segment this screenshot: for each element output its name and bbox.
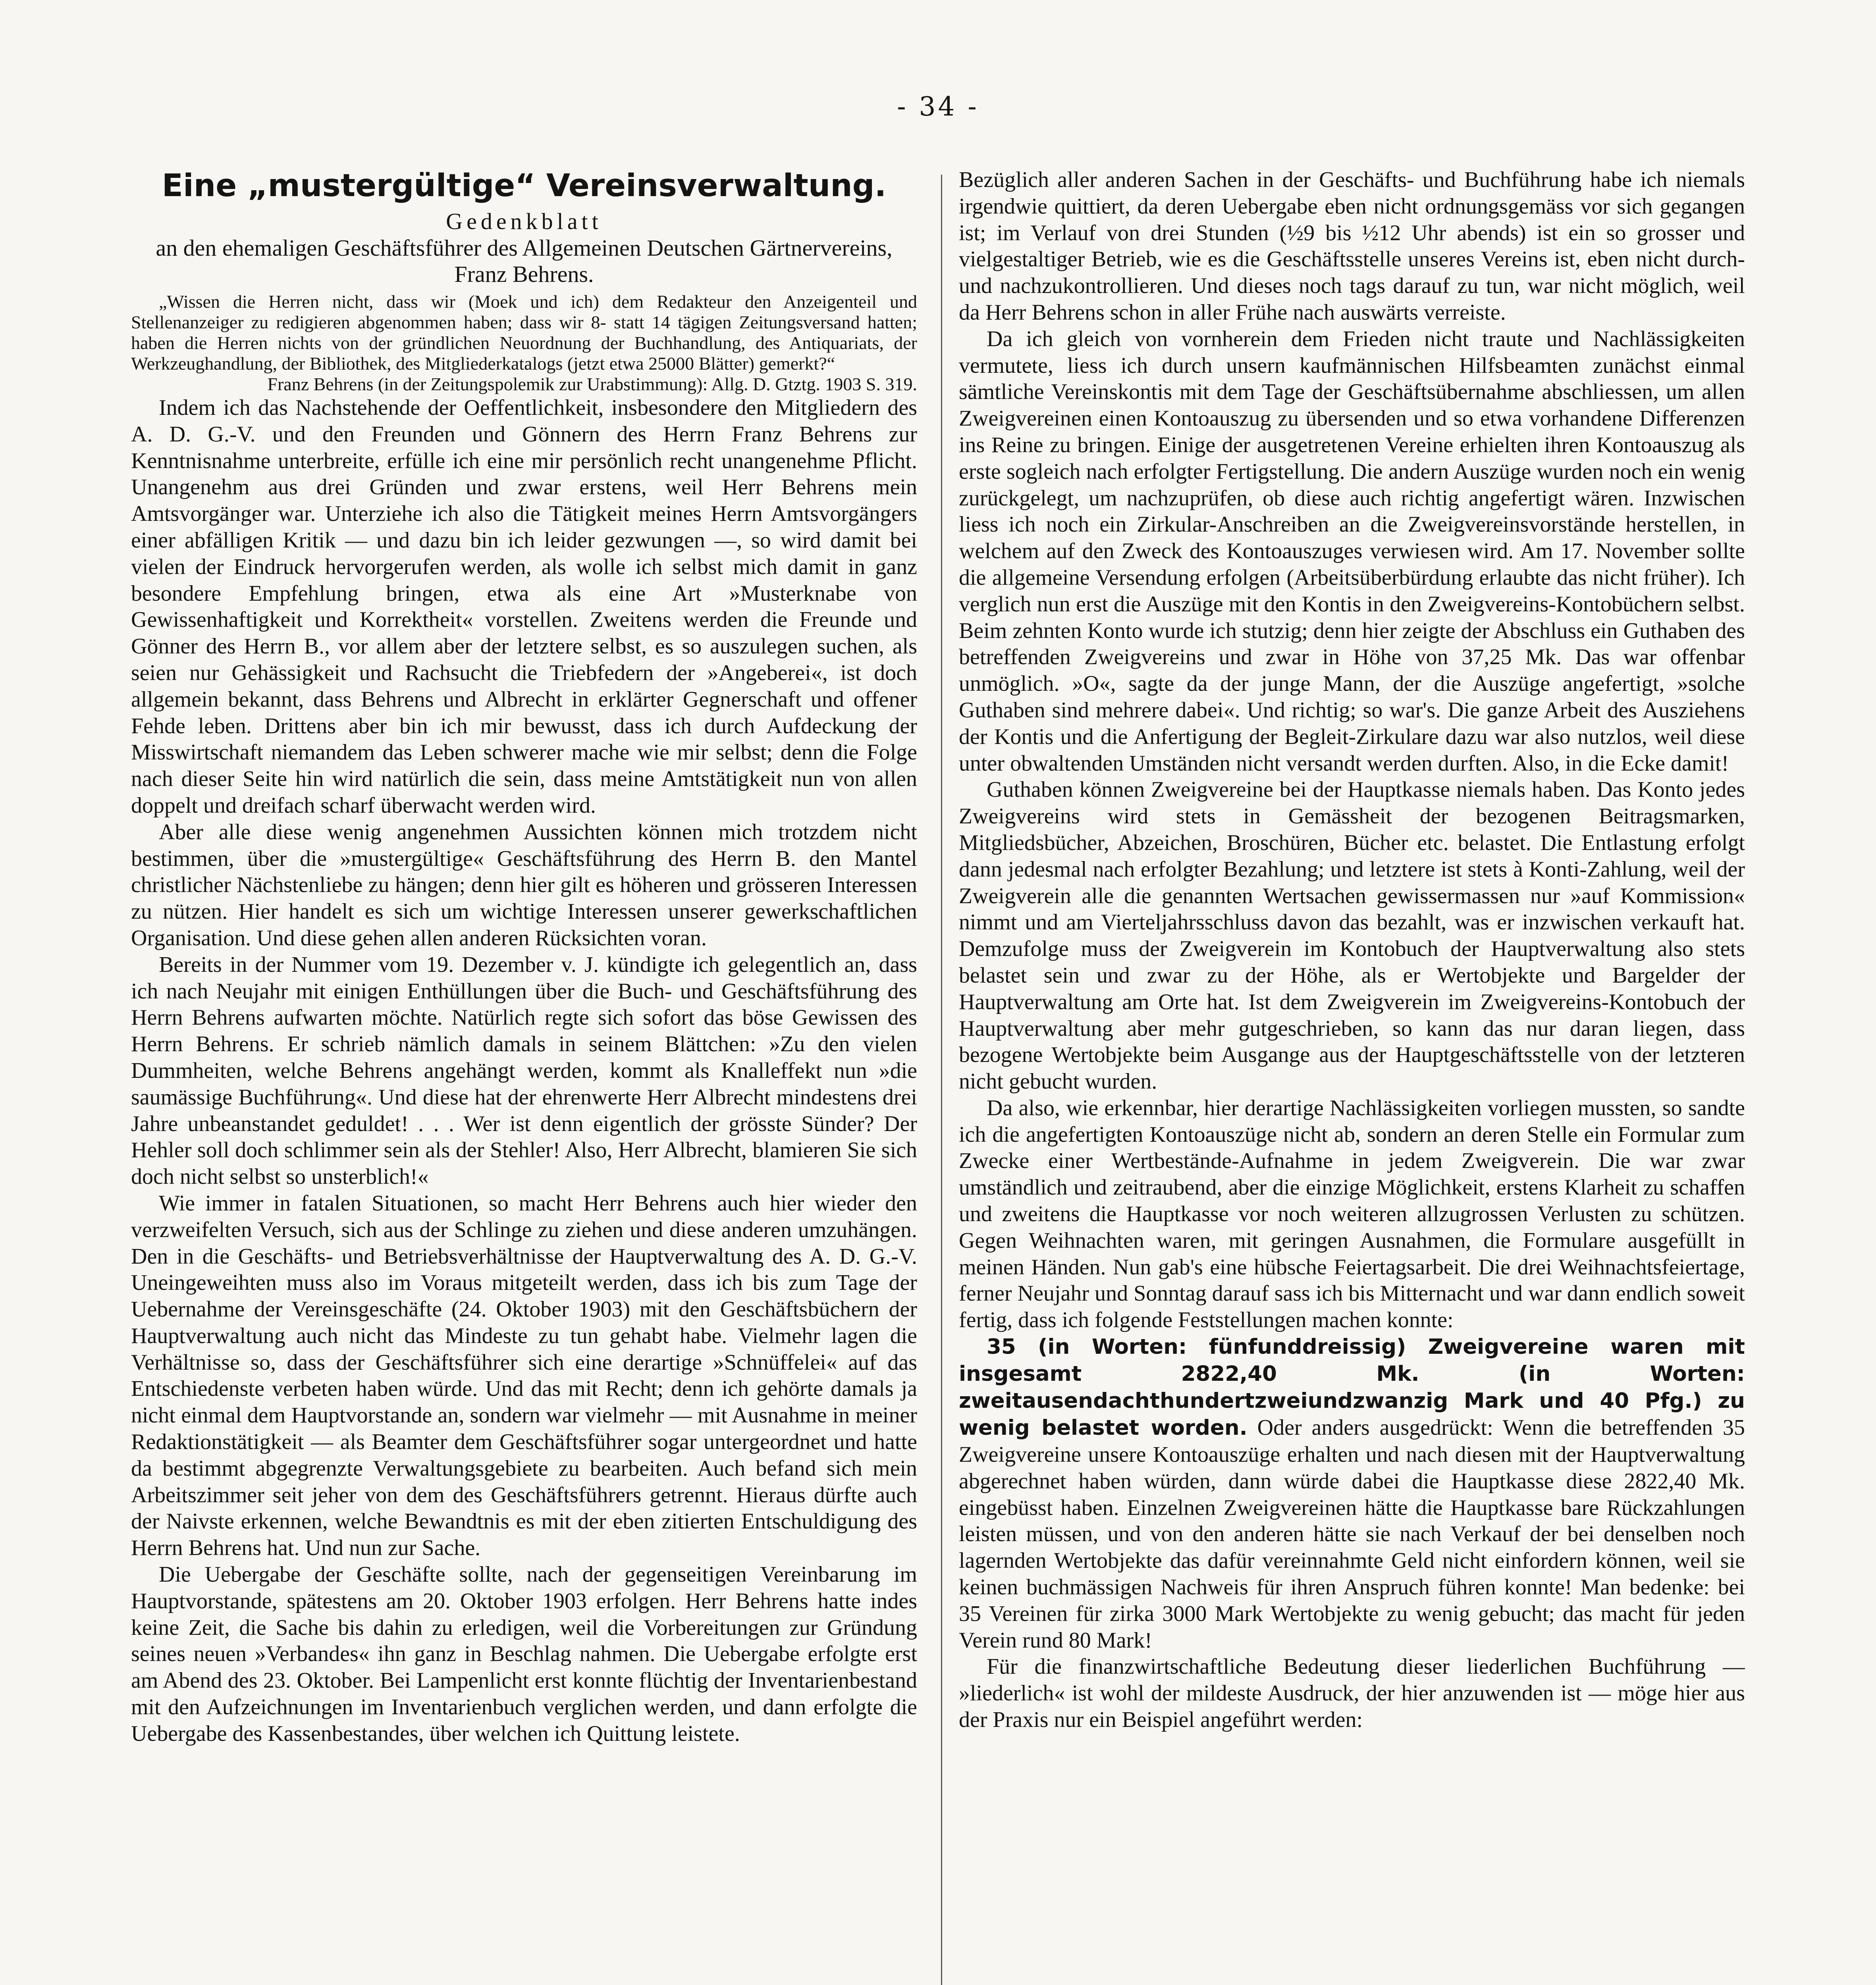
paragraph: Aber alle diese wenig angenehmen Aussichten können mich trotzdem nicht bestimmen, über die »mustergültige« Geschäftsführung des Herrn B. den Mantel christlicher Nächstenliebe zu hängen; denn hier gilt es höheren und grösseren Interessen zu nützen. Hier handelt es sich um wichtige Interessen unserer gewerkschaftlichen Organisation. Und diese gehen allen anderen Rücksichten voran. — [131, 819, 917, 950]
finding-followup: Oder anders ausgedrückt: Wenn die betreffenden 35 Zweigvereine unsere Kontoauszüge erhalten und nach diesen mit der Hauptverwaltung abgerechnet haben würden, dann würde dabei die Hauptkasse diese 2822,40 Mk. eingebüsst haben. Einzelnen Zweigvereinen hätte die Hauptkasse bare Rückzahlungen leisten müssen, und von den anderen hätte sie nach Verkauf der bei denselben noch lagernden Wertobjekte das dafür vereinnahmte Geld nicht einfordern können, weil sie keinen buchmässigen Nachweis für ihren Anspruch führen konnte! Man bedenke: bei 35 Vereinen für zirka 3000 Mark Wertobjekte zu wenig gebucht; das macht für jeden Verein rund 80 Mark! — [959, 1415, 1745, 1653]
epigraph-source: Franz Behrens (in der Zeitungspolemik zur Urabstimmung): Allg. D. Gtztg. 1903 S. 319. — [267, 374, 917, 394]
article-subtitle-head: Gedenkblatt — [446, 208, 602, 234]
paragraph: Da also, wie erkennbar, hier derartige Nachlässigkeiten vorliegen mussten, so sandte ich die angefertigten Kontoauszüge nicht ab, sondern an deren Stelle ein Formular zum Zwecke einer Wertbestände-Aufnahme in jedem Zweigverein. Die war zwar umständlich und zeitraubend, aber die einzige Möglichkeit, erstens Klarheit zu schaffen und zweitens die Hauptkasse vor noch weiteren allzugrossen Verlusten zu schützen. Gegen Weihnachten waren, mit geringen Ausnahmen, die Formulare ausgefüllt in meinen Händen. Nun gab's eine hübsche Feiertagsarbeit. Die drei Weihnachtsfeiertage, ferner Neujahr und Sonntag darauf sass ich bis Mitternacht und war dann endlich soweit fertig, dass ich folgende Feststellungen machen konnte: — [959, 1095, 1745, 1333]
column-divider — [941, 175, 942, 1985]
bold-finding: 35 (in Worten: fünfunddreissig) Zweigvereine waren mit insgesamt 2822,40 Mk. (in Worten: zweitausendachthundertzweiundzwanzig Mark und 40 Pfg.) zu wenig belastet worden. — [959, 1335, 1745, 1440]
epigraph-quote: „Wissen die Herren nicht, dass wir (Moek und ich) dem Redakteur den Anzeigenteil und Stellenanzeiger zu redigieren abgenommen haben; dass wir 8- statt 14 tägigen Zeitungsversand hatten; haben die Herren nichts von der gründlichen Neuordnung der Buchhandlung, des Antiquariats, der Werkzeughandlung, der Bibliothek, des Mitgliederkatalogs (jetzt etwa 25000 Blätter) gemerkt?“ — [131, 291, 917, 374]
article-title: Eine „mustergültige“ Vereinsverwaltung. — [162, 168, 887, 204]
paragraph: Für die finanzwirtschaftliche Bedeutung dieser liederlichen Buchführung — »liederlich« ist wohl der mildeste Ausdruck, der hier anzuwenden ist — möge hier aus der Praxis nur ein Beispiel angeführt werden: — [959, 1654, 1745, 1733]
paragraph: Bezüglich aller anderen Sachen in der Geschäfts- und Buchführung habe ich niemals irgendwie quittiert, da deren Uebergabe eben nicht ordnungsgemäss vor sich gegangen ist; im Verlauf von drei Stunden (½9 bis ½12 Uhr abends) ist ein so grosser und vielgestaltiger Betrieb, wie es die Geschäftsstelle unseres Vereins ist, eben nicht durch- und nachzukontrollieren. Und dieses noch tags darauf zu tun, war nicht möglich, weil da Herr Behrens schon in aller Frühe nach auswärts verreiste. — [959, 168, 1745, 325]
left-column — [131, 167, 917, 1985]
article-subtitle: an den ehemaligen Geschäftsführer des Allgemeinen Deutschen Gärtnervereins, Franz Behrens. — [156, 235, 893, 287]
paragraph: Wie immer in fatalen Situationen, so macht Herr Behrens auch hier wieder den verzweifelten Versuch, sich aus der Schlinge zu ziehen und diese anderen umzuhängen. Den in die Geschäfts- und Betriebsverhältnisse der Hauptverwaltung des A. D. G.-V. Uneingeweihten muss also im Voraus mitgeteilt werden, dass ich bis zum Tage der Uebernahme der Vereinsgeschäfte (24. Oktober 1903) mit den Geschäftsbüchern der Hauptverwaltung auch nicht das Mindeste zu tun gehabt habe. Vielmehr lagen die Verhältnisse so, dass der Geschäftsführer sich eine derartige »Schnüffelei« auf das Entschiedenste verbeten haben würde. Und das mit Recht; denn ich gehörte damals ja nicht einmal dem Hauptvorstande an, sondern war vielmehr — mit Ausnahme in meiner Redaktionstätigkeit — als Beamter dem Geschäftsführer sogar untergeordnet und hatte da bestimmt abgegrenzte Verwaltungsgebiete zu bearbeiten. Auch befand sich mein Arbeitszimmer seit jeher von dem des Geschäftsführers getrennt. Hieraus dürfte auch der Naivste erkennen, welche Bewandtnis es mit der eben zitierten Entschuldigung des Herrn Behrens hat. Und nun zur Sache. — [131, 1191, 917, 1561]
paragraph: Die Uebergabe der Geschäfte sollte, nach der gegenseitigen Vereinbarung im Hauptvorstande, spätestens am 20. Oktober 1903 erfolgen. Herr Behrens hatte indes keine Zeit, die Sache bis dahin zu erledigen, weil die Vorbereitungen zur Gründung seines neuen »Verbandes« ihn ganz in Beschlag nahmen. Die Uebergabe erfolgte erst am Abend des 23. Oktober. Bei Lampenlicht erst konnte flüchtig der Inventarienbestand mit den Aufzeichnungen im Inventarienbuch verglichen werden, und dann erfolgte die Uebergabe des Kassenbestandes, über welchen ich Quittung leistete. — [131, 1562, 917, 1746]
right-column — [959, 167, 1745, 1985]
findings-paragraph — [959, 1334, 1745, 1654]
paragraph: Da ich gleich von vornherein dem Frieden nicht traute und Nachlässigkeiten vermutete, liess ich durch unsern kaufmännischen Hilfsbeamten zunächst einmal sämtliche Vereinskontis mit dem Tage der Geschäftsübernahme abschliessen, um allen Zweigvereinen einen Kontoauszug zu übersenden und so etwa vorhandene Differenzen ins Reine zu bringen. Einige der ausgetretenen Vereine erhielten ihren Kontoauszug als erste sogleich nach erfolgter Fertigstellung. Die andern Auszüge wurden noch ein wenig zurückgelegt, um nachzuprüfen, ob diese auch richtig angefertigt wären. Inzwischen liess ich noch ein Zirkular-Anschreiben an die Zweigvereinsvorstände herstellen, in welchem auf den Zweck des Kontoauszuges verwiesen wird. Am 17. November sollte die allgemeine Versendung erfolgen (Arbeitsüberbürdung erlaubte das nicht früher). Ich verglich nun erst die Auszüge mit den Kontis in den Zweigvereins-Kontobüchern selbst. Beim zehnten Konto wurde ich stutzig; denn hier zeigte der Abschluss ein Guthaben des betreffenden Zweigvereins und zwar in Höhe von 37,25 Mk. Das war offenbar unmöglich. »O«, sagte da der junge Mann, der die Auszüge angefertigt, »solche Guthaben sind mehrere dabei«. Und richtig; so war's. Die ganze Arbeit des Ausziehens der Kontis und die Anfertigung der Begleit-Zirkulare dazu war also nutzlos, weil diese unter obwaltenden Umständen nicht versandt werden durften. Also, in die Ecke damit! — [959, 326, 1745, 776]
page-number: - 34 - — [897, 91, 979, 122]
paragraph: Bereits in der Nummer vom 19. Dezember v. J. kündigte ich gelegentlich an, dass ich nach Neujahr mit einigen Enthüllungen über die Buch- und Geschäftsführung des Herrn Behrens aufwarten möchte. Natürlich regte sich sofort das böse Gewissen des Herrn Behrens. Er schrieb nämlich damals in seinem Blättchen: »Zu den vielen Dummheiten, welche Behrens angehängt werden, kommt als Knalleffekt nun »die saumässige Buchführung«. Und diese hat der ehrenwerte Herr Albrecht mindestens drei Jahre unbeanstandet geduldet! . . . Wer ist denn eigentlich der grösste Sünder? Der Hehler soll doch schlimmer sein als der Stehler! Also, Herr Albrecht, blamieren Sie sich doch nicht selbst so unsterblich!« — [131, 952, 917, 1189]
paragraph: Guthaben können Zweigvereine bei der Hauptkasse niemals haben. Das Konto jedes Zweigvereins wird stets in Gemässheit der bezogenen Beitragsmarken, Mitgliedsbücher, Abzeichen, Broschüren, Bücher etc. belastet. Die Entlastung erfolgt dann jedesmal nach erfolgter Bezahlung; und letztere ist stets à Konti-Zahlung, weil der Zweigverein alle die genannten Wertsachen gewissermassen nur »auf Kommission« nimmt und am Vierteljahrsschluss davon das bezahlt, was er inzwischen verkauft hat. Demzufolge muss der Zweigverein im Kontobuch der Hauptverwaltung also stets belastet sein und zwar zu der Höhe, als er Wertobjekte und Bargelder der Hauptverwaltung am Orte hat. Ist dem Zweigverein im Zweigvereins-Kontobuch der Hauptverwaltung aber mehr gutgeschrieben, so kann das nur daran liegen, dass bezogene Wertobjekte beim Ausgange aus der Hauptgeschäftsstelle von der letzteren nicht gebucht wurden. — [959, 777, 1745, 1094]
paragraph: Indem ich das Nachstehende der Oeffentlichkeit, insbesondere den Mitgliedern des A. D. G.-V. und den Freunden und Gönnern des Herrn Franz Behrens zur Kenntnisnahme unterbreite, erfülle ich eine mir persönlich recht unangenehme Pflicht. Unangenehm aus drei Gründen und zwar erstens, weil Herr Behrens mein Amtsvorgänger war. Unterziehe ich also die Tätigkeit meines Herrn Amtsvorgängers einer abfälligen Kritik — und dazu bin ich leider gezwungen —, so wird damit bei vielen der Eindruck hervorgerufen werden, als wolle ich selbst mich damit in ganz besondere Empfehlung bringen, etwa als eine Art »Musterknabe von Gewissenhaftigkeit und Korrektheit« vorstellen. Zweitens werden die Freunde und Gönner des Herrn B., vor allem aber der letztere selbst, es so auszulegen suchen, als seien nur Gehässigkeit und Rachsucht die Triebfedern der »Angeberei«, ist doch allgemein bekannt, dass Behrens und Albrecht in erklärter Gegnerschaft und offener Fehde leben. Drittens aber bin ich mir bewusst, dass ich durch Aufdeckung der Misswirtschaft niemandem das Leben schwerer mache wie mir selbst; denn die Folge nach dieser Seite hin wird natürlich die sein, dass meine Amtstätigkeit nun von allen doppelt und dreifach scharf überwacht werden wird. — [131, 395, 917, 818]
